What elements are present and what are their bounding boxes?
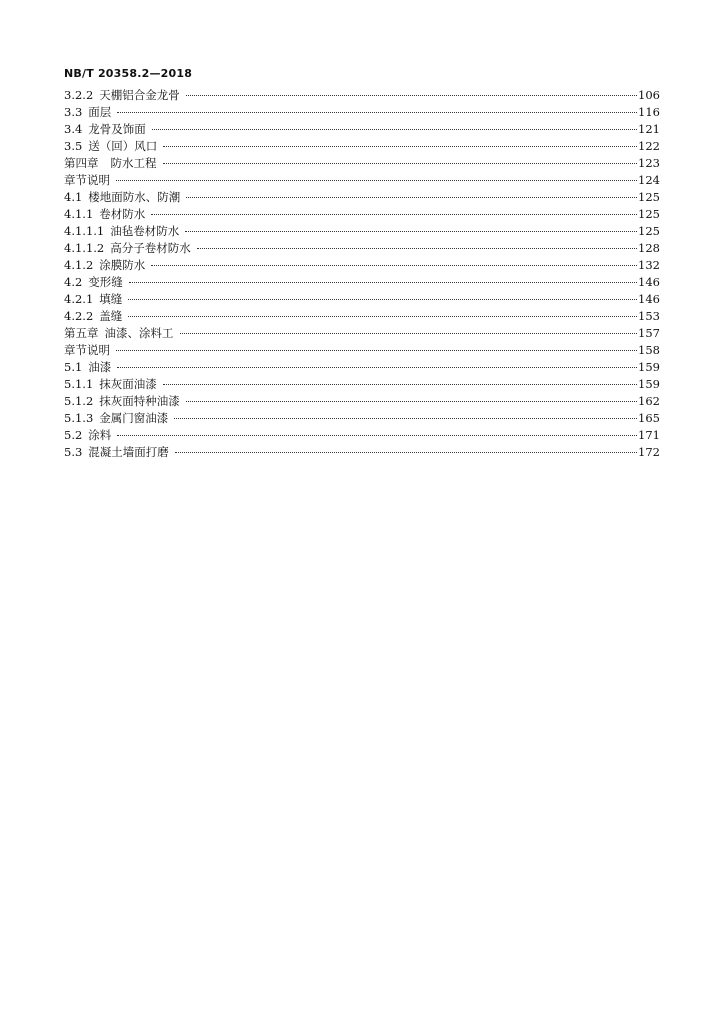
toc-entry-page: 153 <box>638 309 660 323</box>
toc-entry-title: 卷材防水 <box>99 207 146 221</box>
toc-leader-dots <box>117 435 637 436</box>
toc-entry[interactable] <box>64 308 660 325</box>
toc-entry-number: 第五章 <box>64 326 99 340</box>
toc-entry-title: 油毡卷材防水 <box>110 224 180 238</box>
toc-entry-number: 4.2.2 <box>64 309 94 323</box>
toc-entry-number: 4.1.1 <box>64 207 94 221</box>
toc-entry-number: 5.1.1 <box>64 377 94 391</box>
toc-leader-dots <box>186 197 637 198</box>
toc-entry-page: 106 <box>638 88 660 102</box>
toc-entry-page: 146 <box>638 275 660 289</box>
toc-entry-number: 第四章 <box>64 156 99 170</box>
toc-entry-page: 125 <box>638 190 660 204</box>
toc-entry-page: 172 <box>638 445 660 459</box>
toc-entry-number: 3.2.2 <box>64 88 94 102</box>
toc-entry-number: 4.1.1.2 <box>64 241 105 255</box>
toc-entry[interactable] <box>64 223 660 240</box>
toc-leader-dots <box>129 282 637 283</box>
toc-entry-title: 送（回）风口 <box>88 139 158 153</box>
toc-entry-title: 油漆 <box>88 360 112 374</box>
toc-entry[interactable] <box>64 87 660 104</box>
toc-entry-page: 159 <box>638 377 660 391</box>
toc-leader-dots <box>116 350 637 351</box>
toc-leader-dots <box>151 265 637 266</box>
toc-entry[interactable] <box>64 121 660 138</box>
toc-entry-page: 158 <box>638 343 660 357</box>
toc-entry-title: 高分子卷材防水 <box>110 241 191 255</box>
toc-leader-dots <box>128 299 637 300</box>
toc-entry[interactable] <box>64 257 660 274</box>
toc-entry-title: 油漆、涂料工 <box>104 326 174 340</box>
toc-entry-page: 128 <box>638 241 660 255</box>
toc-leader-dots <box>180 333 638 334</box>
toc-entry-title: 龙骨及饰面 <box>88 122 146 136</box>
toc-entry-title: 抹灰面特种油漆 <box>99 394 180 408</box>
toc-entry-number: 5.3 <box>64 445 83 459</box>
toc-entry-number: 4.1 <box>64 190 83 204</box>
toc-entry[interactable] <box>64 359 660 376</box>
toc-entry[interactable] <box>64 410 660 427</box>
toc-entry-number: 5.2 <box>64 428 83 442</box>
toc-leader-dots <box>116 180 637 181</box>
toc-entry-number: 3.3 <box>64 105 83 119</box>
document-code: NB/T 20358.2—2018 <box>64 67 193 80</box>
toc-entry-title: 防水工程 <box>110 156 157 170</box>
toc-leader-dots <box>163 146 637 147</box>
toc-entry-number: 5.1.2 <box>64 394 94 408</box>
toc-entry[interactable] <box>64 291 660 308</box>
toc-leader-dots <box>174 418 637 419</box>
toc-entry-page: 124 <box>638 173 660 187</box>
toc-entry-page: 125 <box>638 207 660 221</box>
toc-entry-number: 3.4 <box>64 122 83 136</box>
toc-entry[interactable] <box>64 376 660 393</box>
toc-entry-page: 116 <box>638 105 660 119</box>
toc-entry[interactable] <box>64 172 660 189</box>
toc-entry-number: 4.1.1.1 <box>64 224 105 238</box>
toc-entry-title: 变形缝 <box>88 275 123 289</box>
toc-entry-title: 面层 <box>88 105 112 119</box>
toc-leader-dots <box>186 401 637 402</box>
toc-leader-dots <box>128 316 637 317</box>
toc-entry-page: 132 <box>638 258 660 272</box>
toc-entry-number: 4.2.1 <box>64 292 94 306</box>
toc-entry-title: 盖缝 <box>99 309 123 323</box>
toc-entry-title: 涂料 <box>88 428 112 442</box>
toc-entry-title: 涂膜防水 <box>99 258 146 272</box>
toc-leader-dots <box>163 384 637 385</box>
toc-entry[interactable] <box>64 342 660 359</box>
toc-entry[interactable] <box>64 138 660 155</box>
toc-entry-page: 125 <box>638 224 660 238</box>
toc-entry-number: 4.2 <box>64 275 83 289</box>
toc-entry-page: 122 <box>638 139 660 153</box>
toc-leader-dots <box>197 248 637 249</box>
toc-entry-title: 章节说明 <box>64 343 110 357</box>
toc-chapter-entry[interactable] <box>64 325 660 342</box>
toc-entry[interactable] <box>64 444 660 461</box>
toc-entry[interactable] <box>64 427 660 444</box>
toc-leader-dots <box>151 214 637 215</box>
toc-entry-title: 金属门窗油漆 <box>99 411 169 425</box>
toc-entry[interactable] <box>64 206 660 223</box>
toc-entry-page: 146 <box>638 292 660 306</box>
toc-entry-number: 3.5 <box>64 139 83 153</box>
toc-entry-page: 162 <box>638 394 660 408</box>
toc-leader-dots <box>186 95 637 96</box>
toc-entry[interactable] <box>64 189 660 206</box>
toc-entry-page: 121 <box>638 122 660 136</box>
toc-entry-page: 123 <box>638 156 660 170</box>
toc-entry[interactable] <box>64 240 660 257</box>
toc-entry-title: 填缝 <box>99 292 123 306</box>
toc-leader-dots <box>185 231 637 232</box>
toc-entry-number: 4.1.2 <box>64 258 94 272</box>
toc-entry-number: 5.1 <box>64 360 83 374</box>
toc-entry-title: 章节说明 <box>64 173 110 187</box>
toc-entry-number: 5.1.3 <box>64 411 94 425</box>
toc-entry-page: 159 <box>638 360 660 374</box>
toc-entry-title: 楼地面防水、防潮 <box>88 190 181 204</box>
toc-entry[interactable] <box>64 104 660 121</box>
toc-entry-title: 混凝土墙面打磨 <box>88 445 169 459</box>
toc-entry-title: 抹灰面油漆 <box>99 377 157 391</box>
table-of-contents <box>64 87 660 461</box>
toc-leader-dots <box>117 112 637 113</box>
toc-entry[interactable] <box>64 274 660 291</box>
toc-chapter-entry[interactable] <box>64 155 660 172</box>
toc-entry-page: 157 <box>638 326 660 340</box>
toc-leader-dots <box>152 129 637 130</box>
toc-entry[interactable] <box>64 393 660 410</box>
toc-leader-dots <box>175 452 637 453</box>
toc-entry-page: 171 <box>638 428 660 442</box>
toc-entry-page: 165 <box>638 411 660 425</box>
toc-entry-title: 天棚铝合金龙骨 <box>99 88 180 102</box>
toc-leader-dots <box>163 163 638 164</box>
toc-leader-dots <box>117 367 637 368</box>
